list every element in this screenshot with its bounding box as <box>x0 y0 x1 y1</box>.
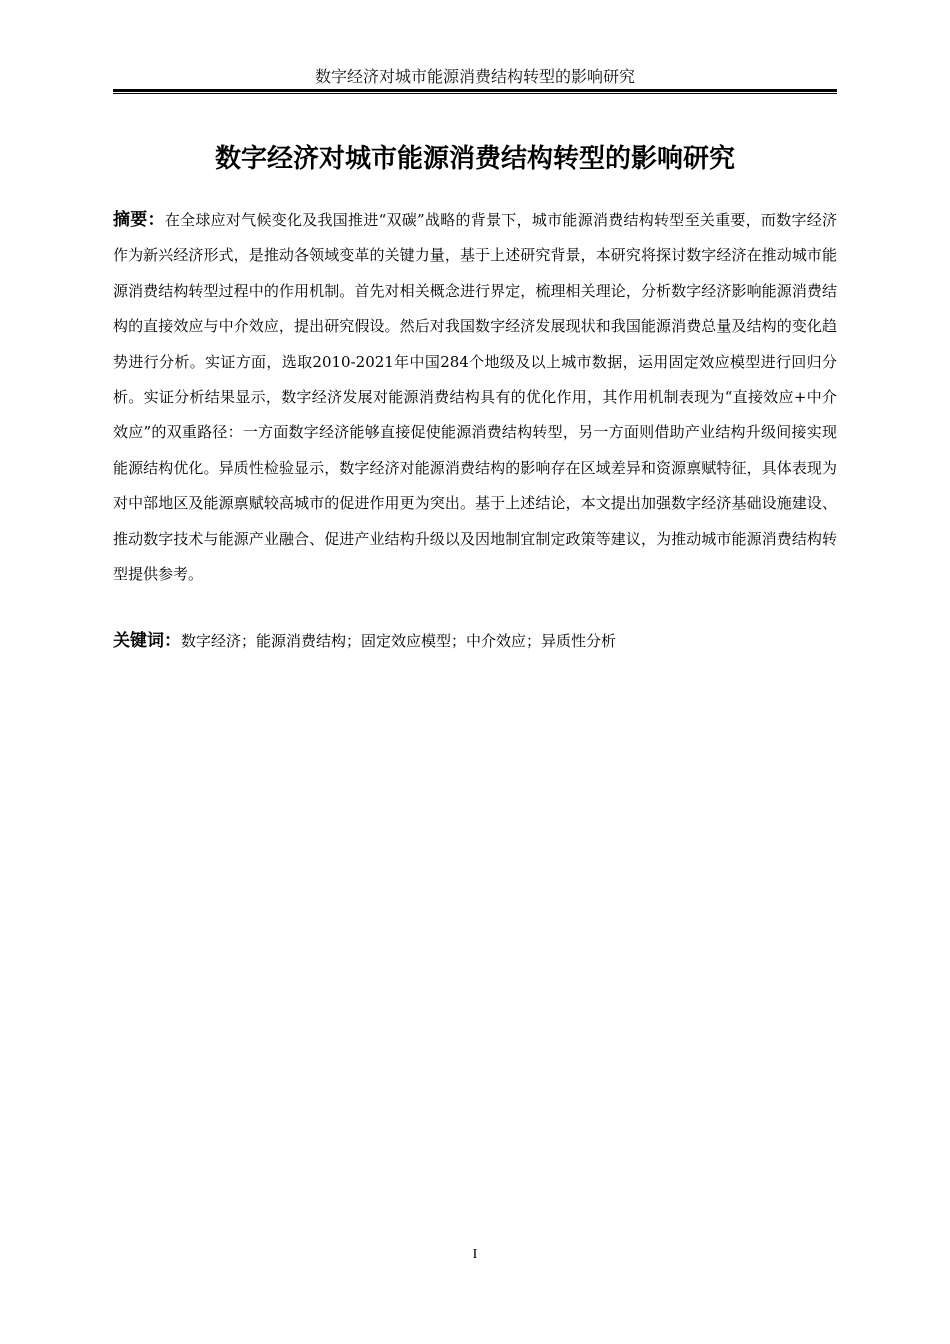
document-title: 数字经济对城市能源消费结构转型的影响研究 <box>214 144 735 174</box>
abstract-text: 在全球应对气候变化及我国推进“双碳”战略的背景下，城市能源消费结构转型至关重要，而数字经济作为新兴经济形式，是推动各领域变革的关键力量，基于上述研究背景，本研究将探讨数字经济在推动城市能源消费结构转型过程中的作用机制。首先对相关概念进行界定，梳理相关理论，分析数字经济影响能源消费结构的直接效应与中介效应，提出研究假设。然后对我国数字经济发展现状和我国能源消费总量及结构的变化趋势进行分析。实证方面，选取2010-2021年中国284个地级及以上城市数据，运用固定效应模型进行回归分析。实证分析结果显示，数字经济发展对能源消费结构具有的优化作用，其作用机制表现为“直接效应+中介效应”的双重路径：一方面数字经济能够直接促使能源消费结构转型，另一方面则借助产业结构升级间接实现能源结构优化。异质性检验显示，数字经济对能源消费结构的影响存在区域差异和资源禀赋特征，具体表现为对中部地区及能源禀赋较高城市的促进作用更为突出。基于上述结论，本文提出加强数字经济基础设施建设、推动数字技术与能源产业融合、促进产业结构升级以及因地制宜制定政策等建议，为推动城市能源消费结构转型提供参考。 <box>113 211 838 584</box>
running-header: 数字经济对城市能源消费结构转型的影响研究 <box>314 67 635 86</box>
keywords-paragraph <box>113 624 837 659</box>
page-number: I <box>472 1247 478 1262</box>
header-rule-thick <box>113 89 837 92</box>
header-rule-thin <box>113 93 837 94</box>
keywords-text: 数字经济；能源消费结构；固定效应模型；中介效应；异质性分析 <box>181 632 617 650</box>
header-rule <box>113 89 837 95</box>
abstract-label: 摘要： <box>113 210 165 230</box>
keywords-label: 关键词： <box>113 631 181 651</box>
abstract-paragraph <box>113 203 837 592</box>
